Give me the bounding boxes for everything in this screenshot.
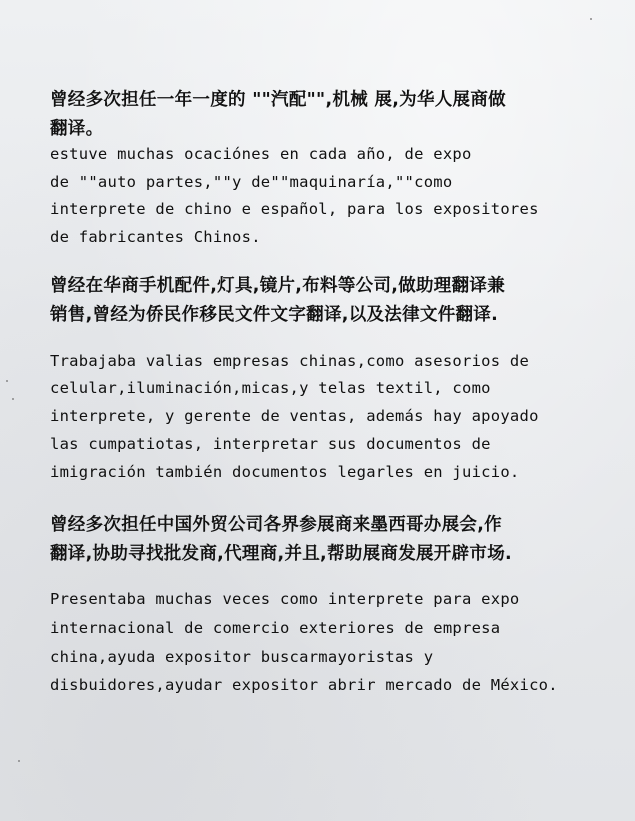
section-1-spanish-line-1: estuve muchas ocaciónes en cada año, de expo bbox=[50, 145, 472, 163]
section-3-spanish-line-1: Presentaba muchas veces como interprete para expo bbox=[50, 590, 520, 608]
section-3-spanish-line-2: internacional de comercio exteriores de empresa bbox=[50, 619, 501, 637]
section-1-chinese-line-1: 曾经多次担任一年一度的 ""汽配"",机械 展,为华人展商做 bbox=[50, 90, 506, 110]
section-3-spanish-line-3: china,ayuda expositor buscarmayoristas y bbox=[50, 648, 434, 666]
section-2-chinese-line-2: 销售,曾经为侨民作移民文件文字翻译,以及法律文件翻译. bbox=[50, 305, 499, 325]
section-2-spanish-line-1: Trabajaba valias empresas chinas,como asesorios de bbox=[50, 352, 530, 370]
section-1-spanish-line-4: de fabricantes Chinos. bbox=[50, 228, 261, 246]
section-2-spanish-line-5: imigración también documentos legarles en juicio. bbox=[50, 463, 520, 481]
section-2-chinese-line-1: 曾经在华商手机配件,灯具,镜片,布料等公司,做助理翻译兼 bbox=[50, 276, 505, 296]
section-2-spanish-line-3: interprete, y gerente de ventas, además hay apoyado bbox=[50, 407, 539, 425]
section-2-spanish-line-2: celular,iluminación,micas,y telas textil, como bbox=[50, 379, 491, 397]
section-2-spanish-line-4: las cumpatiotas, interpretar sus documentos de bbox=[50, 435, 491, 453]
section-3-spanish-line-4: disbuidores,ayudar expositor abrir mercado de México. bbox=[50, 676, 558, 694]
section-3-chinese-line-1: 曾经多次担任中国外贸公司各界参展商来墨西哥办展会,作 bbox=[50, 515, 502, 535]
paper-speck bbox=[18, 760, 20, 762]
section-1-spanish-line-3: interprete de chino e español, para los expositores bbox=[50, 200, 539, 218]
paper-speck bbox=[12, 398, 14, 400]
section-1-spanish-line-2: de ""auto partes,""y de""maquinaría,""como bbox=[50, 173, 453, 191]
section-1-chinese-line-2: 翻译。 bbox=[50, 119, 104, 139]
paper-speck bbox=[590, 18, 592, 20]
paper-speck bbox=[6, 380, 8, 382]
section-3-chinese-line-2: 翻译,协助寻找批发商,代理商,并且,帮助展商发展开辟市场. bbox=[50, 544, 512, 564]
